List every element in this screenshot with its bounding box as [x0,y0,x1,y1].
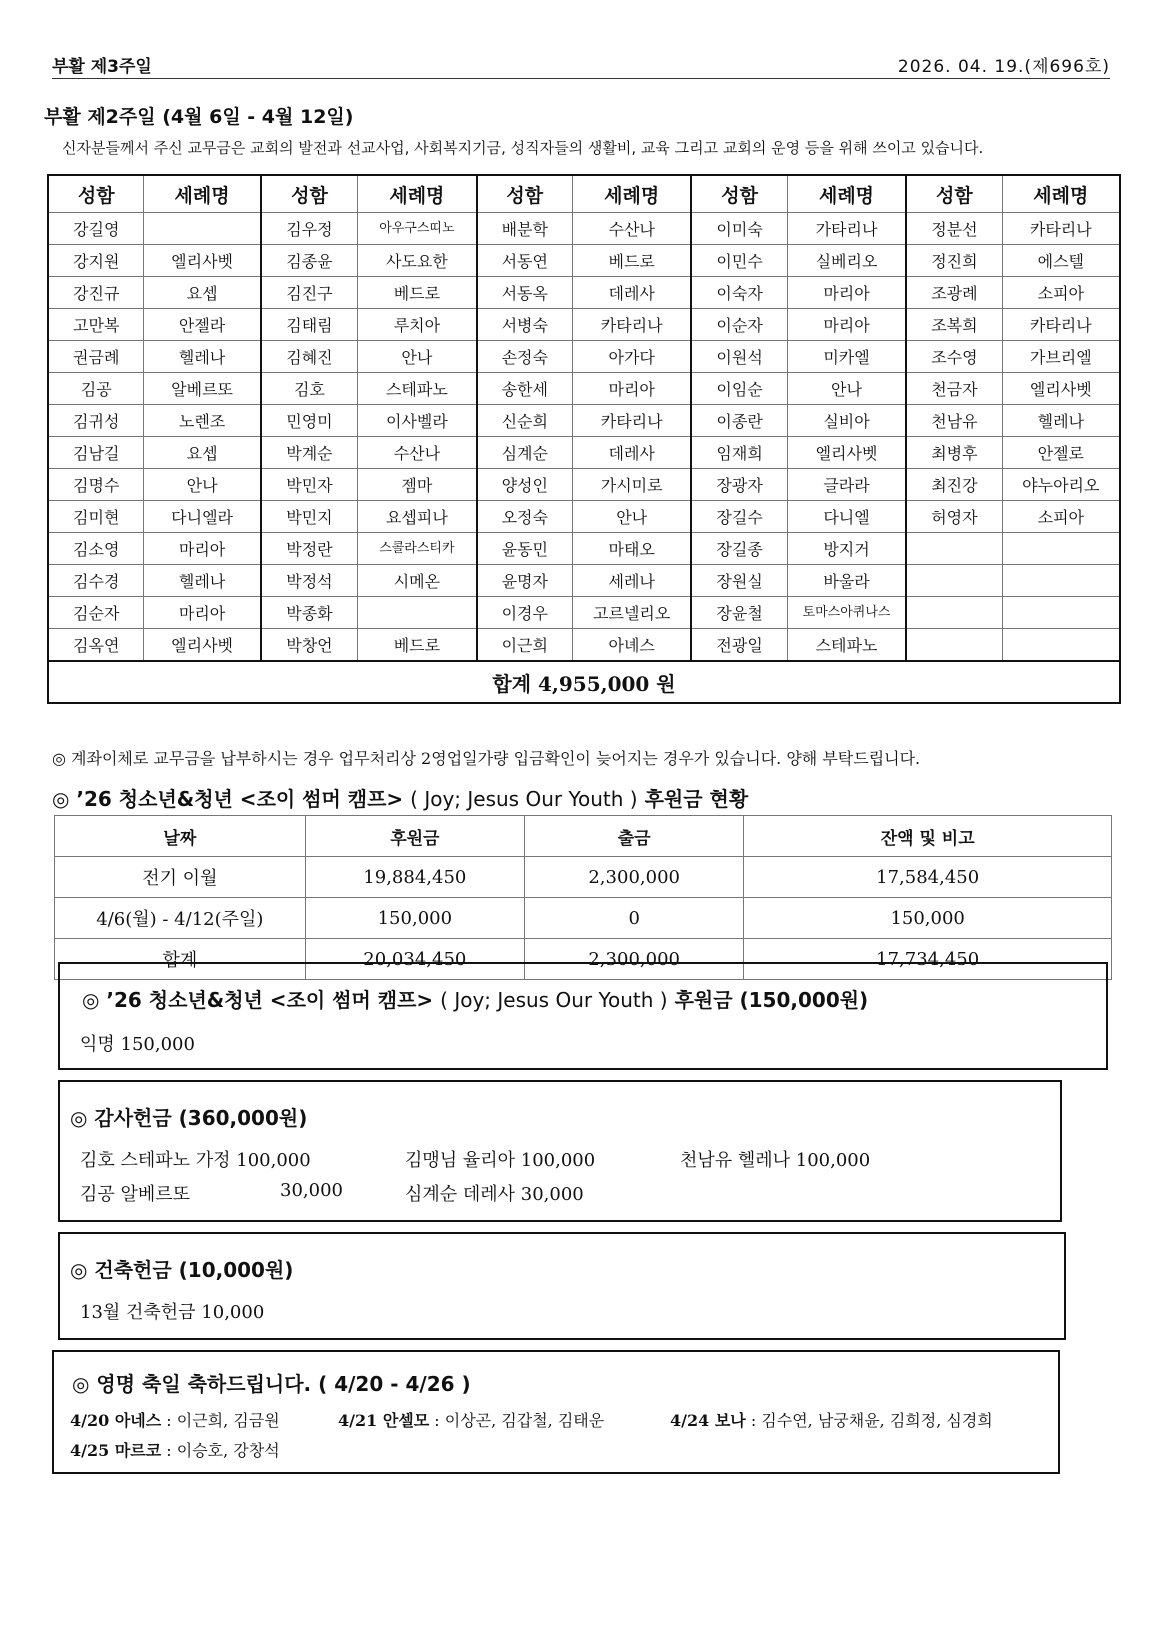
feast-saint: 4/25 마르코 [70,1441,162,1460]
donor-name: 천남유 [906,405,1002,437]
donor-name: 장길종 [691,533,787,565]
donor-name: 서동연 [477,245,573,277]
header-baptism: 세례명 [1002,175,1120,213]
donor-name: 김옥연 [48,629,144,662]
table-row [48,565,1120,597]
thanks-offering-box [58,1080,1062,1222]
donor-baptismal-name: 세레나 [573,565,692,597]
donor-baptismal-name: 수산나 [358,437,477,469]
donor-baptismal-name: 마리아 [144,533,261,565]
donor-baptismal-name: 안나 [358,341,477,373]
donor-name: 서병숙 [477,309,573,341]
donor-baptismal-name: 엘리사벳 [1002,373,1120,405]
donor-baptismal-name: 가브리엘 [1002,341,1120,373]
donor-baptismal-name: 스콜라스티카 [358,533,477,565]
camp-cell: 150,000 [305,898,524,939]
donor-baptismal-name [144,213,261,245]
donor-baptismal-name: 데레사 [573,437,692,469]
table-row [48,533,1120,565]
donor-name: 손정숙 [477,341,573,373]
donor-name: 김소영 [48,533,144,565]
donor-name: 박창언 [261,629,358,662]
donor-baptismal-name: 카타리나 [573,405,692,437]
table-row [48,341,1120,373]
donor-name: 이임순 [691,373,787,405]
donor-baptismal-name [358,597,477,629]
donor-baptismal-name: 엘리사벳 [787,437,906,469]
donor-baptismal-name: 헬레나 [144,341,261,373]
donor-baptismal-name: 엘리사벳 [144,245,261,277]
camp-cell: 2,300,000 [525,939,744,980]
donor-baptismal-name: 스테파노 [787,629,906,662]
header-name: 성함 [477,175,573,213]
feast-saint: 4/21 안셀모 [338,1411,430,1430]
donor-name: 오정숙 [477,501,573,533]
donor-name: 민영미 [261,405,358,437]
donor-name: 김귀성 [48,405,144,437]
donor-name: 김혜진 [261,341,358,373]
donor-name: 배분학 [477,213,573,245]
camp-cell: 합계 [55,939,306,980]
table-row [48,629,1120,662]
thanks-item: 김공 알베르또 [80,1184,191,1205]
donor-baptismal-name: 실비아 [787,405,906,437]
donor-baptismal-name: 마리아 [144,597,261,629]
table-row [48,405,1120,437]
camp-donation-line: 익명 150,000 [80,1034,195,1055]
camp-donation-title-sub: ( Joy; Jesus Our Youth ) [440,988,668,1012]
donor-baptismal-name: 루치아 [358,309,477,341]
donor-name: 조복희 [906,309,1002,341]
donor-baptismal-name: 아가다 [573,341,692,373]
donor-name: 김공 [48,373,144,405]
donor-name [906,565,1002,597]
donor-name: 김명수 [48,469,144,501]
donor-name: 조수영 [906,341,1002,373]
header-name: 성함 [261,175,358,213]
donor-baptismal-name: 소피아 [1002,501,1120,533]
donor-baptismal-name: 헬레나 [144,565,261,597]
header-name: 성함 [48,175,144,213]
donor-baptismal-name: 에스텔 [1002,245,1120,277]
contribution-table-body [48,213,1120,662]
camp-cell: 150,000 [744,898,1112,939]
donor-name: 장윤철 [691,597,787,629]
donor-name: 장광자 [691,469,787,501]
donor-name: 김진구 [261,277,358,309]
building-offering-box [58,1232,1066,1340]
donor-baptismal-name: 실베리오 [787,245,906,277]
donor-name: 김남길 [48,437,144,469]
donor-baptismal-name: 스테파노 [358,373,477,405]
thanks-item: 천남유 헬레나 100,000 [680,1150,871,1171]
donor-name: 최병후 [906,437,1002,469]
donor-baptismal-name: 베드로 [358,629,477,662]
feast-entry [338,1408,604,1431]
donor-baptismal-name: 시메온 [358,565,477,597]
donor-name: 강지원 [48,245,144,277]
donor-baptismal-name: 마리아 [787,309,906,341]
donor-baptismal-name: 베드로 [573,245,692,277]
donor-name: 박정석 [261,565,358,597]
donor-baptismal-name: 아녜스 [573,629,692,662]
donor-baptismal-name [1002,597,1120,629]
donor-name: 김호 [261,373,358,405]
donor-baptismal-name: 마리아 [573,373,692,405]
feast-entry [670,1408,993,1431]
camp-cell: 4/6(월) - 4/12(주일) [55,898,306,939]
donor-baptismal-name [1002,565,1120,597]
donor-baptismal-name: 바울라 [787,565,906,597]
donor-name: 서동옥 [477,277,573,309]
table-row [55,857,1112,898]
feast-day-box [52,1350,1060,1474]
camp-table-header [55,816,1112,857]
donor-name: 김미현 [48,501,144,533]
donor-baptismal-name: 요셉 [144,437,261,469]
donor-name: 박민지 [261,501,358,533]
camp-donation-box [58,962,1108,1070]
donor-baptismal-name: 안나 [144,469,261,501]
page-header [52,50,1110,79]
donor-name: 박정란 [261,533,358,565]
donor-name: 장길수 [691,501,787,533]
donor-name: 허영자 [906,501,1002,533]
donor-baptismal-name: 미카엘 [787,341,906,373]
donor-name: 이근희 [477,629,573,662]
table-row [48,469,1120,501]
header-name: 성함 [691,175,787,213]
donor-name [906,597,1002,629]
donor-baptismal-name [1002,533,1120,565]
feast-entry [70,1438,280,1461]
camp-cell: 전기 이월 [55,857,306,898]
thanks-item: 김맹님 율리아 100,000 [405,1150,596,1171]
donor-baptismal-name: 안젤로 [1002,437,1120,469]
table-row [48,277,1120,309]
donor-baptismal-name: 수산나 [573,213,692,245]
donor-name: 송한세 [477,373,573,405]
donor-name: 박종화 [261,597,358,629]
camp-cell: 19,884,450 [305,857,524,898]
donor-name: 이종란 [691,405,787,437]
donor-baptismal-name: 토마스아퀴나스 [787,597,906,629]
donor-name: 강길영 [48,213,144,245]
header-date-issue: 2026. 04. 19.(제696호) [897,57,1110,77]
donor-name: 심계순 [477,437,573,469]
donor-baptismal-name: 요셉피나 [358,501,477,533]
donor-baptismal-name: 글라라 [787,469,906,501]
table-row [48,437,1120,469]
camp-cell: 2,300,000 [525,857,744,898]
donor-baptismal-name: 마태오 [573,533,692,565]
donor-baptismal-name: 데레사 [573,277,692,309]
feast-saint: 4/20 아네스 [70,1411,162,1430]
donor-name [906,533,1002,565]
donor-name: 정진희 [906,245,1002,277]
feast-saint: 4/24 보나 [670,1411,746,1430]
donor-baptismal-name: 엘리사벳 [144,629,261,662]
donor-name: 고만복 [48,309,144,341]
donor-baptismal-name: 카타리나 [573,309,692,341]
donor-name: 양성인 [477,469,573,501]
donor-name: 전광일 [691,629,787,662]
table-header-row [48,175,1120,213]
donor-name: 박계순 [261,437,358,469]
camp-fund-table [54,815,1112,980]
feast-entry [70,1408,280,1431]
donor-baptismal-name: 이사벨라 [358,405,477,437]
donor-name: 권금례 [48,341,144,373]
donor-name: 정분선 [906,213,1002,245]
camp-header-date: 날짜 [55,816,306,857]
camp-cell: 20,034,450 [305,939,524,980]
contribution-title: 부활 제2주일 (4월 6일 - 4월 12일) [44,106,354,128]
contribution-table [47,174,1121,704]
donor-baptismal-name: 야누아리오 [1002,469,1120,501]
header-baptism: 세례명 [144,175,261,213]
camp-status-title [52,783,748,812]
feast-names: : 김수연, 남궁채윤, 김희정, 심경희 [745,1411,993,1430]
feast-names: : 이근희, 김금원 [161,1411,280,1430]
thanks-item-amount: 30,000 [280,1180,343,1201]
table-row [48,373,1120,405]
donor-baptismal-name: 헬레나 [1002,405,1120,437]
contribution-description: 신자분들께서 주신 교무금은 교회의 발전과 선교사업, 사회복지기금, 성직자들의 생활비, 교육 그리고 교회의 운영 등을 위해 쓰이고 있습니다. [62,139,984,157]
header-baptism: 세례명 [358,175,477,213]
donor-baptismal-name: 사도요한 [358,245,477,277]
total-row [48,661,1120,703]
donor-baptismal-name: 안젤라 [144,309,261,341]
donor-name: 최진강 [906,469,1002,501]
camp-cell: 0 [525,898,744,939]
header-name: 성함 [906,175,1002,213]
donor-name: 조광례 [906,277,1002,309]
thanks-item: 심계순 데레사 30,000 [405,1184,584,1205]
donor-baptismal-name: 안나 [573,501,692,533]
camp-header-withdrawal: 출금 [525,816,744,857]
donor-name: 윤명자 [477,565,573,597]
donor-name: 박민자 [261,469,358,501]
camp-title-main: ◎ ’26 청소년&청년 <조이 썸머 캠프> [52,787,404,811]
table-row [55,898,1112,939]
donor-name: 이순자 [691,309,787,341]
donor-baptismal-name: 안나 [787,373,906,405]
donor-name: 신순희 [477,405,573,437]
building-offering-line: 13월 건축헌금 10,000 [80,1302,265,1323]
feast-names: : 이승호, 강창석 [161,1441,280,1460]
donor-baptismal-name: 젬마 [358,469,477,501]
header-sunday: 부활 제3주일 [52,57,152,77]
donor-baptismal-name: 다니엘라 [144,501,261,533]
donor-baptismal-name: 요셉 [144,277,261,309]
donor-name: 김태림 [261,309,358,341]
camp-donation-title-main: ◎ ’26 청소년&청년 <조이 썸머 캠프> [82,988,434,1012]
donor-name: 이경우 [477,597,573,629]
table-row [48,213,1120,245]
donor-name: 윤동민 [477,533,573,565]
building-offering-title: ◎ 건축헌금 (10,000원) [70,1258,294,1282]
donor-baptismal-name: 고르넬리오 [573,597,692,629]
donor-baptismal-name: 마리아 [787,277,906,309]
table-row [48,501,1120,533]
feast-day-title: ◎ 영명 축일 축하드립니다. ( 4/20 - 4/26 ) [72,1372,471,1396]
donor-baptismal-name: 아우구스띠노 [358,213,477,245]
table-row [48,309,1120,341]
donor-name: 천금자 [906,373,1002,405]
camp-cell: 17,584,450 [744,857,1112,898]
donor-name [906,629,1002,662]
camp-header-balance: 잔액 및 비고 [744,816,1112,857]
donor-name: 김수경 [48,565,144,597]
camp-title-sub: ( Joy; Jesus Our Youth ) [410,787,638,811]
camp-donation-title-tail: 후원금 (150,000원) [674,988,869,1012]
table-row [48,597,1120,629]
donor-baptismal-name: 다니엘 [787,501,906,533]
donor-name: 김순자 [48,597,144,629]
feast-names: : 이상곤, 김갑철, 김태운 [429,1411,605,1430]
donor-name: 이원석 [691,341,787,373]
donor-name: 이미숙 [691,213,787,245]
camp-title-tail: 후원금 현황 [644,787,749,811]
donor-baptismal-name: 알베르또 [144,373,261,405]
donor-name: 김우정 [261,213,358,245]
donor-baptismal-name: 카타리나 [1002,213,1120,245]
contribution-total: 합계 4,955,000 원 [48,661,1120,703]
donor-baptismal-name: 베드로 [358,277,477,309]
table-row [48,245,1120,277]
donor-name: 강진규 [48,277,144,309]
donor-baptismal-name: 노렌조 [144,405,261,437]
donor-name: 임재희 [691,437,787,469]
header-baptism: 세례명 [573,175,692,213]
donor-name: 이숙자 [691,277,787,309]
header-baptism: 세례명 [787,175,906,213]
donor-baptismal-name [1002,629,1120,662]
transfer-note: ◎ 계좌이체로 교무금을 납부하시는 경우 업무처리상 2영업일가량 입금확인이 늦어지는 경우가 있습니다. 양해 부탁드립니다. [52,749,921,768]
donor-baptismal-name: 가타리나 [787,213,906,245]
thanks-offering-title: ◎ 감사헌금 (360,000원) [70,1106,308,1130]
donor-baptismal-name: 방지거 [787,533,906,565]
camp-donation-title [82,984,868,1013]
donor-name: 김종윤 [261,245,358,277]
donor-name: 장원실 [691,565,787,597]
donor-baptismal-name: 가시미로 [573,469,692,501]
camp-cell: 17,734,450 [744,939,1112,980]
donor-baptismal-name: 카타리나 [1002,309,1120,341]
donor-baptismal-name: 소피아 [1002,277,1120,309]
thanks-item: 김호 스테파노 가정 100,000 [80,1150,311,1171]
donor-name: 이민수 [691,245,787,277]
camp-header-donation: 후원금 [305,816,524,857]
